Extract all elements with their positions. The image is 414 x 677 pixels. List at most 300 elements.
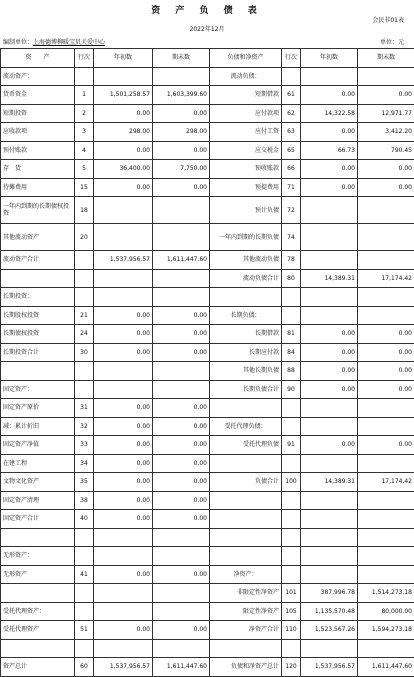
liability-end: 0.00 [358,436,414,455]
liability-end: 0.00 [358,343,414,362]
asset-end: 1,611,447.60 [153,658,210,677]
asset-end [153,269,210,288]
asset-line: 33 [75,436,94,455]
asset-line: 38 [75,491,94,510]
liability-begin: 0.00 [301,123,358,142]
liability-begin [301,399,358,418]
asset-begin: 1,501,258.57 [94,86,153,105]
liability-begin: 0.00 [301,86,358,105]
asset-begin: 0.00 [94,565,153,584]
asset-begin: 0.00 [94,104,153,123]
liability-begin: 1,537,956.57 [301,658,358,677]
liability-begin: 387,996.78 [301,584,358,603]
liability-name [210,491,282,510]
liability-name: 净资产： [210,565,282,584]
asset-begin: 0.00 [94,491,153,510]
liability-line: 71 [282,178,301,197]
liability-name: 长期应付款 [210,343,282,362]
asset-line: 40 [75,510,94,529]
asset-end: 0.00 [153,491,210,510]
liability-begin: 14,389.31 [301,269,358,288]
asset-end: 0.00 [153,621,210,640]
liability-end [358,224,414,251]
liability-end: 12,971.77 [358,104,414,123]
liability-end: 80,000.00 [358,602,414,621]
asset-line [75,602,94,621]
header-end-2: 期末数 [358,49,414,68]
table-header-row [1,49,414,68]
liability-name [210,547,282,566]
asset-line [75,380,94,399]
prepared-by-label: 编制单位： [3,39,33,46]
asset-end: 0.00 [153,510,210,529]
asset-line: 18 [75,197,94,224]
asset-name: 固定资产： [1,380,75,399]
asset-begin [94,288,153,307]
liability-begin: 14,322.58 [301,104,358,123]
asset-line: 2 [75,104,94,123]
asset-begin: 0.00 [94,343,153,362]
liability-end [358,399,414,418]
liability-end: 0.00 [358,362,414,381]
asset-end [153,362,210,381]
table-row [1,473,414,492]
asset-begin: 0.00 [94,621,153,640]
asset-name: 预付账款 [1,141,75,160]
liability-line: 84 [282,343,301,362]
liability-name: 其他流动负债 [210,251,282,270]
asset-begin [94,639,153,658]
table-row [1,639,414,658]
asset-end [153,584,210,603]
asset-end [153,67,210,86]
report-period: 2022年12月 [0,24,414,33]
liability-end [358,547,414,566]
asset-begin: 36,400.00 [94,160,153,179]
asset-line: 32 [75,417,94,436]
liability-name: 负债和净资产总计 [210,658,282,677]
asset-name: 应收款项 [1,123,75,142]
liability-line: 62 [282,104,301,123]
liability-end: 1,594,273.18 [358,621,414,640]
asset-name: 受托代理资产 [1,621,75,640]
asset-end: 0.00 [153,417,210,436]
asset-begin: 0.00 [94,306,153,325]
prepared-by-value: 上海德博柳暖宝贝关爱中心 [33,39,105,46]
asset-end: 0.00 [153,104,210,123]
asset-name: 长期股权投资 [1,306,75,325]
asset-end [153,602,210,621]
liability-line: 110 [282,621,301,640]
report-title: 资 产 负 债 表 [0,3,414,16]
asset-end [153,528,210,547]
asset-name: 长期投资： [1,288,75,307]
table-body [1,67,414,676]
liability-end [358,251,414,270]
header-line-2: 行次 [282,49,301,68]
liability-line [282,288,301,307]
asset-end: 0.00 [153,565,210,584]
asset-line [75,362,94,381]
liability-begin [301,565,358,584]
asset-begin: 0.00 [94,399,153,418]
table-row [1,491,414,510]
liability-name: 受托代理负债 [210,436,282,455]
asset-line: 31 [75,399,94,418]
liability-line: 74 [282,224,301,251]
table-row [1,197,414,224]
asset-line: 5 [75,160,94,179]
header-begin-2: 年初数 [301,49,358,68]
liability-end [358,454,414,473]
liability-end [358,565,414,584]
liability-name: 一年内到期的长期负债 [210,224,282,251]
liability-end [358,417,414,436]
liability-begin [301,251,358,270]
asset-name: 固定资产净值 [1,436,75,455]
asset-end [153,224,210,251]
liability-begin [301,547,358,566]
asset-begin: 0.00 [94,141,153,160]
asset-line: 21 [75,306,94,325]
liability-name [210,528,282,547]
asset-name: 长期投资合计 [1,343,75,362]
table-row [1,251,414,270]
header-liabilities: 负债和净资产 [210,49,282,68]
liability-end [358,510,414,529]
table-row [1,454,414,473]
asset-name: 固定资产合计 [1,510,75,529]
liability-name: 长期负债合计 [210,380,282,399]
table-row [1,565,414,584]
asset-line: 41 [75,565,94,584]
liability-line [282,639,301,658]
asset-line: 1 [75,86,94,105]
asset-line: 35 [75,473,94,492]
liability-name: 应付工资 [210,123,282,142]
liability-name [210,288,282,307]
table-row [1,380,414,399]
asset-begin [94,602,153,621]
liability-end [358,639,414,658]
asset-line: 4 [75,141,94,160]
liability-name: 负债合计 [210,473,282,492]
asset-line: 51 [75,621,94,640]
asset-begin: 0.00 [94,454,153,473]
liability-line [282,565,301,584]
asset-begin [94,197,153,224]
asset-begin [94,547,153,566]
asset-line [75,269,94,288]
asset-end: 0.00 [153,399,210,418]
asset-end: 0.00 [153,325,210,344]
liability-begin [301,491,358,510]
asset-begin: 0.00 [94,178,153,197]
asset-line [75,639,94,658]
table-row [1,288,414,307]
asset-name: 受托代理资产： [1,602,75,621]
table-row [1,269,414,288]
header-end: 期末数 [153,49,210,68]
liability-line [282,399,301,418]
liability-end: 1,514,273.18 [358,584,414,603]
asset-end [153,197,210,224]
asset-line: 60 [75,658,94,677]
liability-begin: 14,389.31 [301,473,358,492]
asset-begin: 0.00 [94,325,153,344]
liability-end [358,197,414,224]
asset-end: 0.00 [153,454,210,473]
liability-line: 90 [282,380,301,399]
asset-begin: 0.00 [94,510,153,529]
asset-begin: 1,537,956.57 [94,251,153,270]
liability-begin: 0.00 [301,325,358,344]
asset-end: 0.00 [153,141,210,160]
liability-line: 61 [282,86,301,105]
table-row [1,436,414,455]
table-row [1,658,414,677]
liability-begin: 0.00 [301,160,358,179]
table-row [1,602,414,621]
asset-name: 货币资金 [1,86,75,105]
asset-begin [94,380,153,399]
asset-line [75,288,94,307]
asset-name: 长期债权投资 [1,325,75,344]
asset-end: 0.00 [153,306,210,325]
asset-name: 文物文化资产 [1,473,75,492]
liability-name [210,639,282,658]
liability-line: 65 [282,141,301,160]
table-row [1,417,414,436]
table-row [1,306,414,325]
asset-begin [94,362,153,381]
asset-name: 在建工程 [1,454,75,473]
asset-name: 待摊费用 [1,178,75,197]
liability-begin [301,639,358,658]
liability-end: 0.00 [358,325,414,344]
asset-end: 0.00 [153,178,210,197]
table-row [1,584,414,603]
asset-begin: 298.00 [94,123,153,142]
liability-end: 3,412.20 [358,123,414,142]
asset-line [75,67,94,86]
liability-name: 短期借款 [210,86,282,105]
liability-begin [301,224,358,251]
asset-name [1,584,75,603]
liability-name: 长期借款 [210,325,282,344]
asset-end: 7,750.00 [153,160,210,179]
liability-name [210,454,282,473]
liability-end [358,491,414,510]
asset-name: 流动资产： [1,67,75,86]
liability-name: 其他长期负债 [210,362,282,381]
liability-end: 0.00 [358,380,414,399]
liability-name: 流动负债： [210,67,282,86]
liability-end [358,67,414,86]
liability-begin: 0.00 [301,178,358,197]
liability-end [358,306,414,325]
asset-end: 1,611,447.60 [153,251,210,270]
table-row [1,123,414,142]
liability-end: 17,174.42 [358,473,414,492]
liability-line [282,67,301,86]
liability-begin [301,67,358,86]
asset-begin [94,269,153,288]
liability-line: 72 [282,197,301,224]
liability-end: 1,611,447.60 [358,658,414,677]
liability-name: 长期负债： [210,306,282,325]
liability-end [358,528,414,547]
asset-name: 流动资产合计 [1,251,75,270]
liability-line: 63 [282,123,301,142]
asset-name: 固定资产原价 [1,399,75,418]
asset-end [153,639,210,658]
table-row [1,362,414,381]
table-row [1,141,414,160]
liability-begin: 0.00 [301,362,358,381]
asset-begin [94,224,153,251]
liability-line [282,417,301,436]
asset-end: 298.00 [153,123,210,142]
asset-begin [94,67,153,86]
liability-end: 790.45 [358,141,414,160]
asset-begin [94,528,153,547]
asset-end: 0.00 [153,343,210,362]
liability-begin [301,197,358,224]
liability-line: 78 [282,251,301,270]
liability-begin: 1,523,567.26 [301,621,358,640]
table-row [1,621,414,640]
liability-line [282,491,301,510]
asset-begin: 0.00 [94,473,153,492]
liability-name: 应付款项 [210,104,282,123]
prepared-by [3,37,105,46]
form-number: 会民非01表 [372,15,404,24]
liability-name: 非限定性净资产 [210,584,282,603]
asset-line [75,528,94,547]
liability-line: 88 [282,362,301,381]
balance-sheet-table [0,48,414,677]
table-row [1,67,414,86]
liability-begin: 0.00 [301,436,358,455]
currency-unit: 单位：元 [380,37,404,46]
asset-line [75,251,94,270]
table-row [1,528,414,547]
liability-line [282,306,301,325]
asset-line [75,547,94,566]
asset-end [153,380,210,399]
liability-name: 预提费用 [210,178,282,197]
asset-name: 无形资产 [1,565,75,584]
table-row [1,547,414,566]
liability-name: 应交税金 [210,141,282,160]
liability-begin [301,306,358,325]
asset-name [1,362,75,381]
asset-name [1,639,75,658]
liability-name: 受托代理负债： [210,417,282,436]
asset-end [153,288,210,307]
asset-name: 固定资产清理 [1,491,75,510]
liability-end [358,288,414,307]
asset-begin: 1,537,956.57 [94,658,153,677]
liability-line: 66 [282,160,301,179]
table-row [1,178,414,197]
liability-begin: 1,135,570.48 [301,602,358,621]
asset-line: 15 [75,178,94,197]
liability-begin [301,454,358,473]
table-row [1,399,414,418]
header-asset: 资 产 [1,49,75,68]
liability-line: 101 [282,584,301,603]
asset-name: 减：累计折旧 [1,417,75,436]
asset-begin: 0.00 [94,436,153,455]
liability-name: 流动负债合计 [210,269,282,288]
asset-end: 0.00 [153,436,210,455]
asset-line: 30 [75,343,94,362]
asset-line: 20 [75,224,94,251]
liability-begin [301,288,358,307]
liability-end: 0.00 [358,160,414,179]
liability-line: 120 [282,658,301,677]
table-row [1,510,414,529]
asset-name [1,528,75,547]
liability-end: 0.00 [358,178,414,197]
liability-end: 17,174.42 [358,269,414,288]
table-row [1,160,414,179]
table-row [1,343,414,362]
liability-line [282,547,301,566]
liability-line: 81 [282,325,301,344]
asset-end: 0.00 [153,473,210,492]
liability-name [210,399,282,418]
liability-line: 91 [282,436,301,455]
asset-name: 其他流动资产 [1,224,75,251]
header-line: 行次 [75,49,94,68]
asset-end: 1,603,399.60 [153,86,210,105]
asset-name: 存 货 [1,160,75,179]
asset-line: 3 [75,123,94,142]
liability-line: 80 [282,269,301,288]
liability-name: 预收账款 [210,160,282,179]
liability-line [282,528,301,547]
asset-begin: 0.00 [94,417,153,436]
liability-begin: 66.73 [301,141,358,160]
liability-begin [301,510,358,529]
liability-begin: 0.00 [301,343,358,362]
asset-name: 资产总计 [1,658,75,677]
liability-line: 105 [282,602,301,621]
liability-name: 预计负债 [210,197,282,224]
asset-line: 24 [75,325,94,344]
table-row [1,325,414,344]
liability-name [210,510,282,529]
liability-line [282,454,301,473]
table-row [1,86,414,105]
liability-begin [301,417,358,436]
liability-begin: 0.00 [301,380,358,399]
asset-line [75,584,94,603]
asset-end [153,547,210,566]
table-row [1,104,414,123]
asset-name [1,269,75,288]
asset-name: 短期投资 [1,104,75,123]
liability-name: 净资产合计 [210,621,282,640]
asset-line: 34 [75,454,94,473]
asset-begin [94,584,153,603]
header-begin: 年初数 [94,49,153,68]
asset-name: 一年内到期的长期债权投资 [1,197,75,224]
liability-begin [301,528,358,547]
